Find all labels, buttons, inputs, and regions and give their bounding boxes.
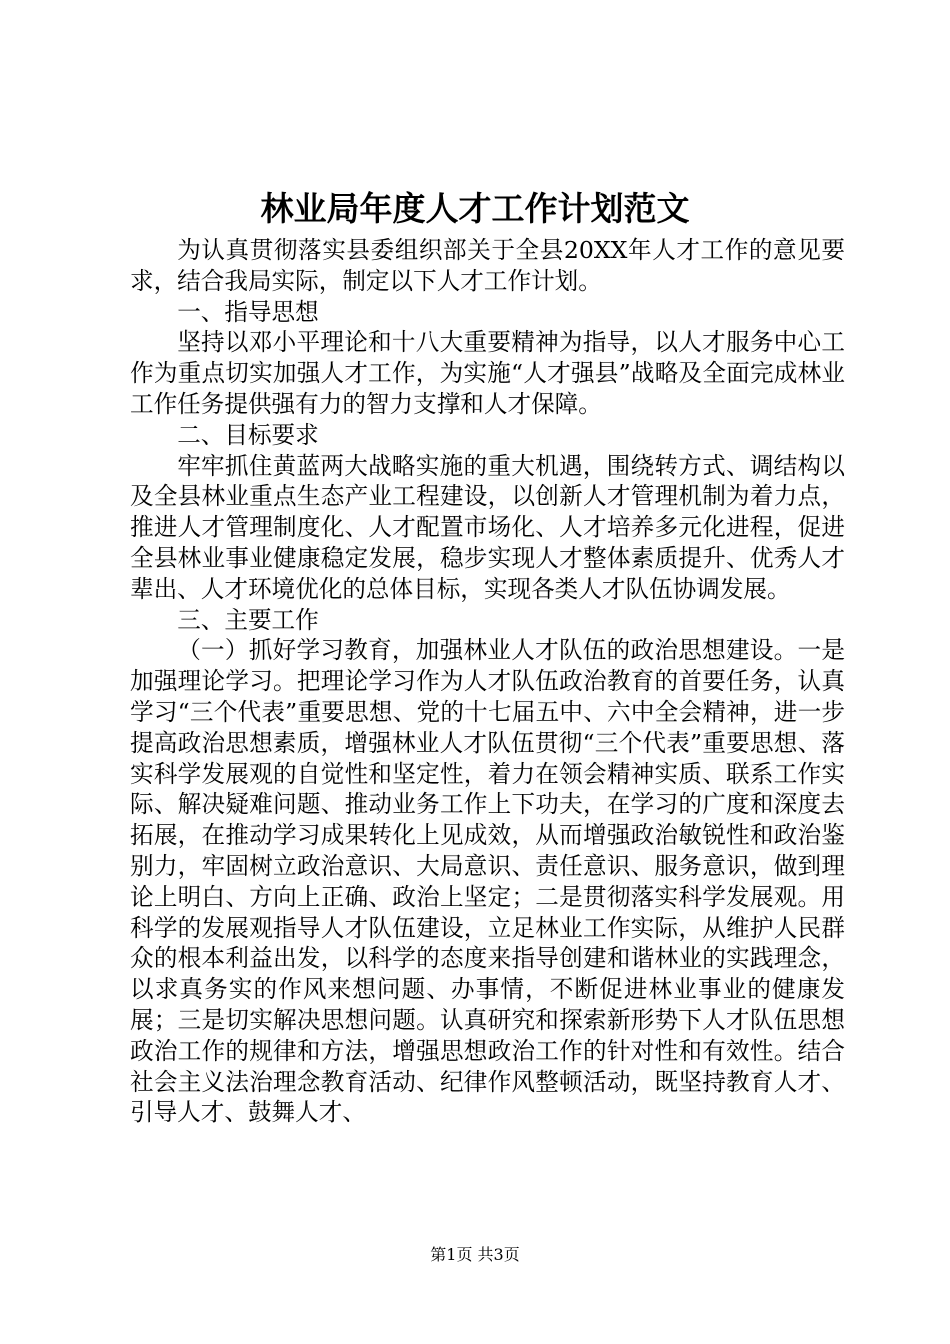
paragraph-guiding-ideology: 坚持以邓小平理论和十八大重要精神为指导，以人才服务中心工作为重点切实加强人才工作，为实施“人才强县”战略及全面完成林业工作任务提供强有力的智力支撑和人才保障。 xyxy=(130,328,845,418)
paragraph-intro: 为认真贯彻落实县委组织部关于全县20XX年人才工作的意见要求，结合我局实际，制定以下人才工作计划。 xyxy=(130,236,845,295)
heading-goals: 二、目标要求 xyxy=(177,420,319,449)
document-title: 林业局年度人才工作计划范文 xyxy=(260,189,690,228)
paragraph-main-work-1: （一）抓好学习教育，加强林业人才队伍的政治思想建设。一是加强理论学习。把理论学习作为人才队伍政治教育的首要任务，认真学习“三个代表”重要思想、党的十七届五中、六中全会精神，进一步提高政治思想素质，增强林业人才队伍贯彻“三个代表”重要思想、落实科学发展观的自觉性和坚定性，着力在领会精神实质、联系工作实际、解决疑难问题、推动业务工作上下功夫，在学习的广度和深度去拓展，在推动学习成果转化上见成效，从而增强政治敏锐性和政治鉴别力，牢固树立政治意识、大局意识、责任意识、服务意识，做到理论上明白、方向上正确、政治上坚定；二是贯彻落实科学发展观。用科学的发展观指导人才队伍建设，立足林业工作实际，从维护人民群众的根本利益出发，以科学的态度来指导创建和谐林业的实践理念，以求真务实的作风来想问题、办事情，不断促进林业事业的健康发展；三是切实解决思想问题。认真研究和探索新形势下人才队伍思想政治工作的规律和方法，增强思想政治工作的针对性和有效性。结合社会主义法治理念教育活动、纪律作风整顿活动，既坚持教育人才、引导人才、鼓舞人才、 xyxy=(130,636,845,1127)
document-body xyxy=(130,235,845,1128)
heading-guiding-ideology: 一、指导思想 xyxy=(177,297,319,326)
paragraph-goals: 牢牢抓住黄蓝两大战略实施的重大机遇，围绕转方式、调结构以及全县林业重点生态产业工程建设，以创新人才管理机制为着力点，推进人才管理制度化、人才配置市场化、人才培养多元化进程，促进全县林业事业健康稳定发展，稳步实现人才整体素质提升、优秀人才辈出、人才环境优化的总体目标，实现各类人才队伍协调发展。 xyxy=(130,451,845,603)
heading-main-work: 三、主要工作 xyxy=(177,605,319,634)
page-footer: 第1页 共3页 xyxy=(430,1245,520,1264)
